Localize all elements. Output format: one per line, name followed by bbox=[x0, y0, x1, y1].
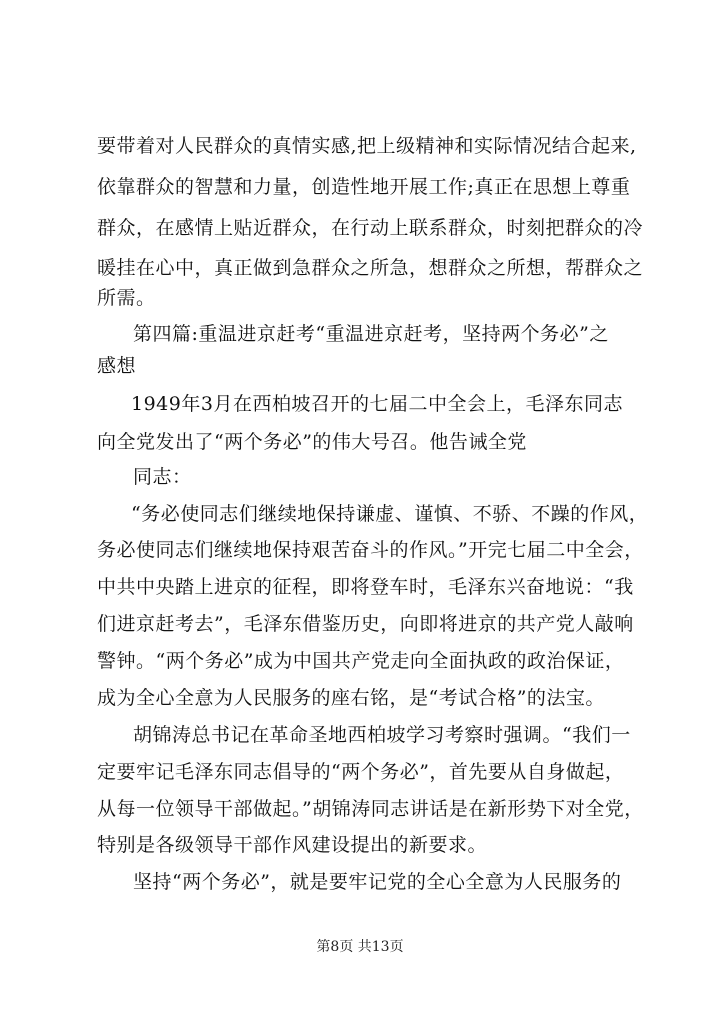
text-line-12: 务必使同志们继续地保持艰苦奋斗的作风。”开完七届二中全会， bbox=[97, 539, 644, 561]
text-line-5: 所需。 bbox=[97, 287, 156, 309]
text-line-11: “务必使同志们继续地保持谦虚、谨慎、不骄、不躁的作风， bbox=[131, 503, 649, 525]
section-heading: 第四篇:重温进京赶考“重温进京赶考，坚持两个务必”之 bbox=[133, 323, 609, 345]
text-line-9: 向全党发出了“两个务必”的伟大号召。他告诫全党 bbox=[97, 431, 527, 453]
text-line-14: 们进京赶考去”，毛泽东借鉴历史，向即将进京的共产党人敲响 bbox=[97, 613, 634, 635]
text-line-1: 要带着对人民群众的真情实感,把上级精神和实际情况结合起来, bbox=[97, 135, 637, 157]
text-line-18: 定要牢记毛泽东同志倡导的“两个务必”，首先要从自身做起， bbox=[97, 761, 625, 783]
section-heading-cont: 感想 bbox=[97, 355, 137, 377]
text-line-15: 警钟。“两个务必”成为中国共产党走向全面执政的政治保证， bbox=[97, 650, 625, 672]
text-line-13: 中共中央踏上进京的征程，即将登车时，毛泽东兴奋地说：“我 bbox=[97, 576, 634, 598]
text-line-16: 成为全心全意为人民服务的座右铭，是“考试合格”的法宝。 bbox=[97, 687, 605, 709]
text-line-10: 同志： bbox=[133, 466, 192, 488]
text-line-3: 群众，在感情上贴近群众，在行动上联系群众，时刻把群众的冷 bbox=[97, 217, 644, 239]
text-line-8: 1949年3月在西柏坡召开的七届二中全会上，毛泽东同志 bbox=[131, 393, 623, 415]
text-line-17: 胡锦涛总书记在革命圣地西柏坡学习考察时强调。“我们一 bbox=[133, 724, 631, 746]
text-line-4: 暖挂在心中，真正做到急群众之所急，想群众之所想，帮群众之 bbox=[97, 257, 644, 279]
text-line-21: 坚持“两个务必”，就是要牢记党的全心全意为人民服务的 bbox=[133, 871, 622, 893]
text-line-20: 特别是各级领导干部作风建设提出的新要求。 bbox=[97, 834, 488, 856]
page-number-footer: 第8页 共13页 bbox=[316, 939, 404, 955]
text-line-2: 依靠群众的智慧和力量，创造性地开展工作;真正在思想上尊重 bbox=[97, 176, 631, 198]
text-line-19: 从每一位领导干部做起。”胡锦涛同志讲话是在新形势下对全党， bbox=[97, 798, 644, 820]
